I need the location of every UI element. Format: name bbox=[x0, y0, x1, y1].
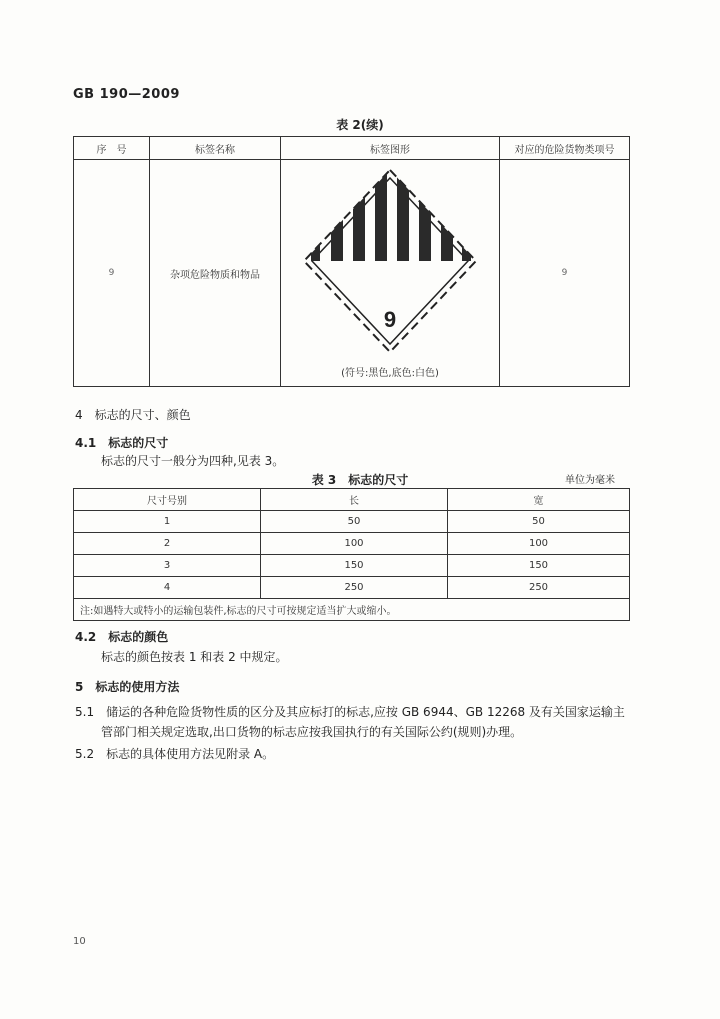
table-row bbox=[74, 555, 630, 577]
table3-cell: 50 bbox=[261, 511, 448, 533]
table3-cell: 250 bbox=[448, 577, 630, 599]
table3-cell: 2 bbox=[74, 533, 261, 555]
section-4-1-text: 标志的尺寸一般分为四种,见表 3。 bbox=[101, 454, 285, 468]
section-5-2-text: 5.2 标志的具体使用方法见附录 A。 bbox=[75, 747, 275, 761]
table3-header-width: 宽 bbox=[448, 489, 630, 511]
table-row bbox=[74, 511, 630, 533]
table3-note: 注:如遇特大或特小的运输包装件,标志的尺寸可按规定适当扩大或缩小。 bbox=[74, 599, 630, 621]
table3-unit: 单位为毫米 bbox=[565, 475, 615, 486]
symbol-color-note: (符号:黑色,底色:白色) bbox=[341, 367, 439, 379]
table2-header-figure: 标签图形 bbox=[281, 137, 500, 160]
table3-note-row bbox=[74, 599, 630, 621]
table2-cell-figure bbox=[281, 160, 500, 387]
table2-cell-no: 9 bbox=[74, 160, 150, 387]
table3-cell: 1 bbox=[74, 511, 261, 533]
table3-cell: 3 bbox=[74, 555, 261, 577]
table3-cell: 150 bbox=[448, 555, 630, 577]
table2-title: 表 2(续) bbox=[336, 118, 384, 132]
table3-header-row bbox=[74, 489, 630, 511]
table2-header-name: 标签名称 bbox=[150, 137, 281, 160]
table3-cell: 50 bbox=[448, 511, 630, 533]
table-row bbox=[74, 577, 630, 599]
section-5-1-text-line2: 管部门相关规定选取,出口货物的标志应按我国执行的有关国际公约(规则)办理。 bbox=[101, 725, 523, 739]
section-5-heading: 5 标志的使用方法 bbox=[75, 680, 180, 694]
table2-cell-name: 杂项危险物质和物品 bbox=[150, 160, 281, 387]
table3-title: 表 3 标志的尺寸 bbox=[311, 473, 409, 487]
table3-cell: 100 bbox=[448, 533, 630, 555]
table3-cell: 250 bbox=[261, 577, 448, 599]
table3-header-length: 长 bbox=[261, 489, 448, 511]
table3-cell: 4 bbox=[74, 577, 261, 599]
table3-cell: 150 bbox=[261, 555, 448, 577]
table2-header-row bbox=[74, 137, 630, 160]
section-4-2-heading: 4.2 标志的颜色 bbox=[75, 630, 169, 644]
table2-cell-class: 9 bbox=[500, 160, 630, 387]
section-4-2-text: 标志的颜色按表 1 和表 2 中规定。 bbox=[101, 650, 288, 664]
section-5-1-text-line1: 5.1 储运的各种危险货物性质的区分及其应标打的标志,应按 GB 6944、GB 12268 及有关国家运输主 bbox=[75, 705, 625, 719]
table-row bbox=[74, 533, 630, 555]
section-4-1-heading: 4.1 标志的尺寸 bbox=[75, 436, 169, 450]
table2-header-class: 对应的危险货物类项号 bbox=[500, 137, 630, 160]
standard-code: GB 190—2009 bbox=[73, 87, 180, 102]
table3-cell: 100 bbox=[261, 533, 448, 555]
section-4-heading: 4 标志的尺寸、颜色 bbox=[75, 408, 191, 422]
table3-header-size: 尺寸号别 bbox=[74, 489, 261, 511]
table2 bbox=[73, 136, 630, 387]
table3 bbox=[73, 488, 630, 621]
table-row bbox=[74, 160, 630, 387]
page-number: 10 bbox=[73, 936, 86, 947]
class-9-hazard-label-icon bbox=[300, 168, 480, 358]
class-number-label: 9 bbox=[383, 306, 397, 332]
table2-header-no: 序 号 bbox=[74, 137, 150, 160]
